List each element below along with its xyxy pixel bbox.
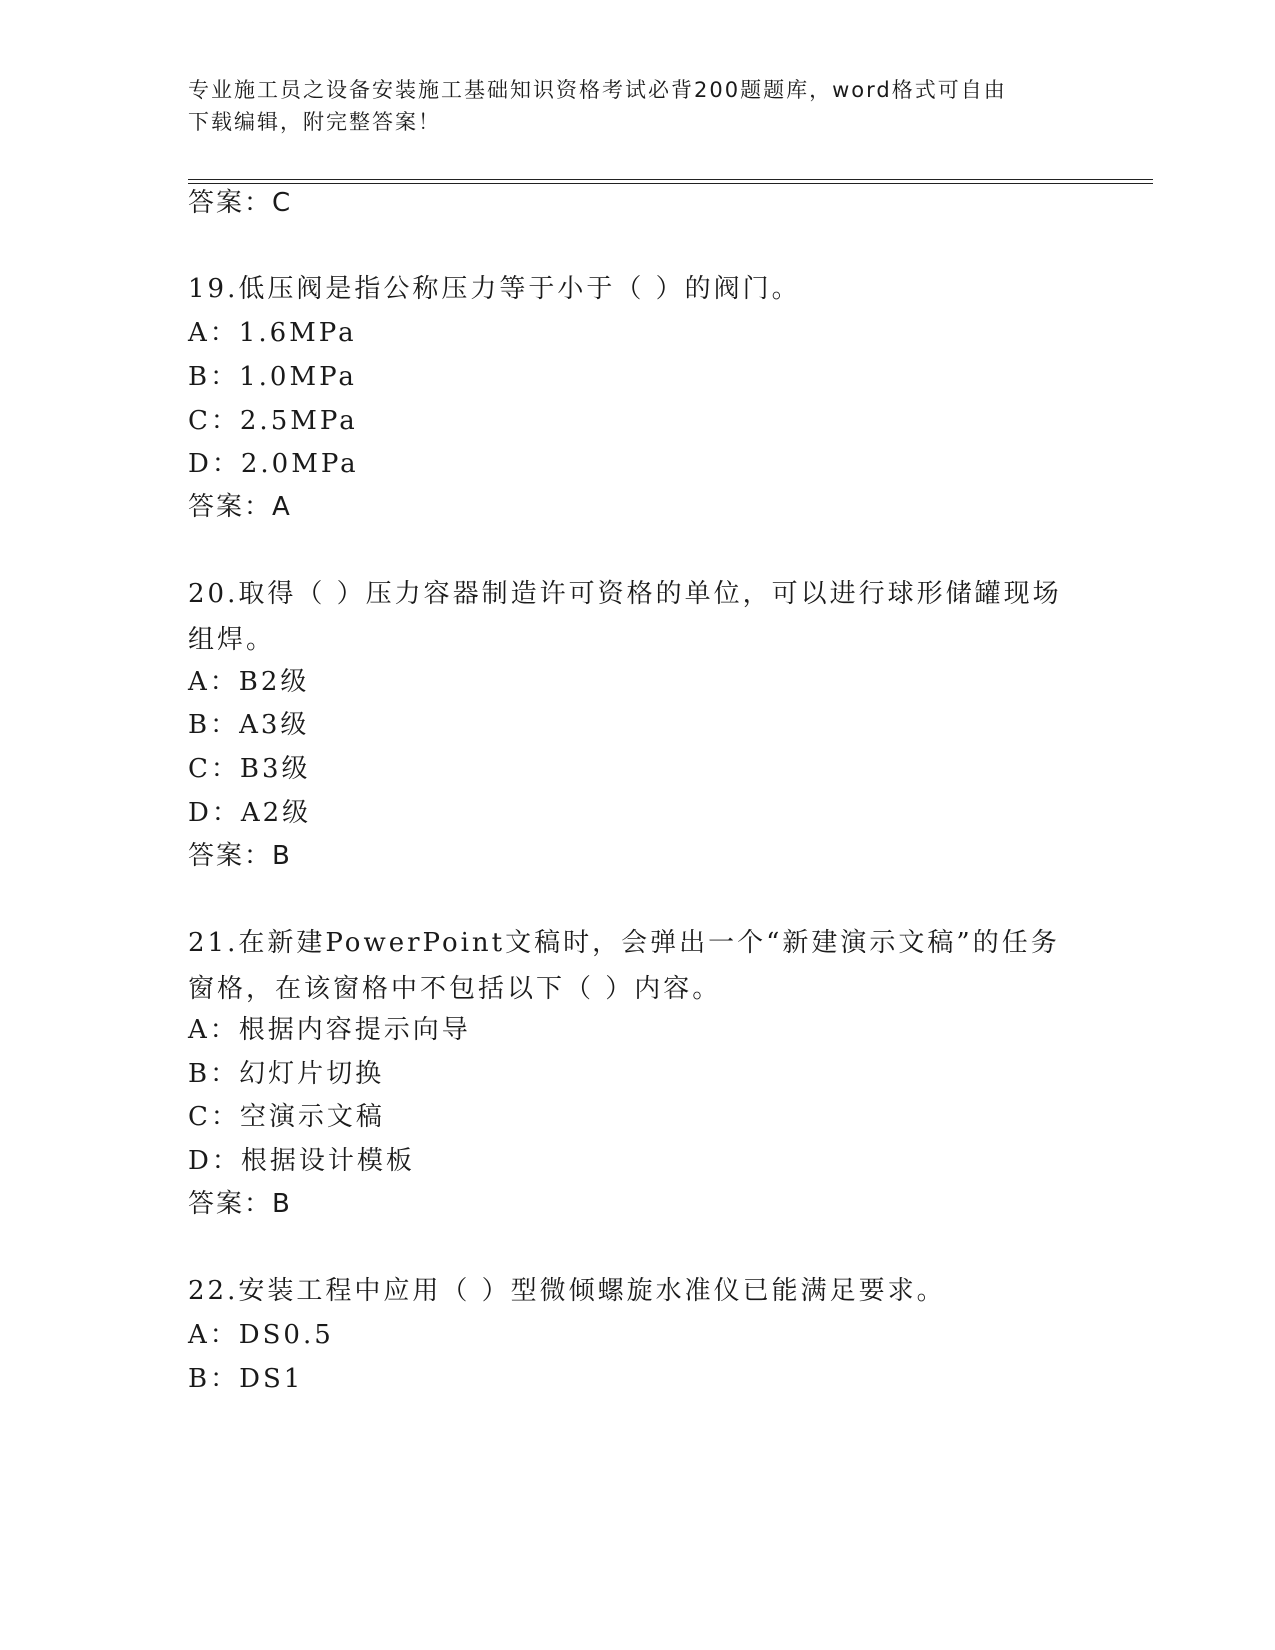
document-header: [188, 74, 1068, 138]
option-c: C：空演示文稿: [188, 1102, 385, 1132]
question-text: 20.取得（ ）压力容器制造许可资格的单位，可以进行球形储罐现场组焊。: [188, 579, 1062, 655]
answer-line: 答案：A: [188, 492, 292, 522]
option-a: A：DS0.5: [188, 1320, 334, 1350]
header-line-2: 下载编辑，附完整答案！: [188, 110, 441, 134]
option-d: D：A2级: [188, 798, 312, 828]
option-d: D：2.0MPa: [188, 449, 359, 479]
option-b: B：A3级: [188, 710, 310, 740]
option-a: A：B2级: [188, 667, 310, 697]
question-text: 22.安装工程中应用（ ）型微倾螺旋水准仪已能满足要求。: [188, 1276, 946, 1306]
option-b: B：幻灯片切换: [188, 1059, 385, 1089]
answer-line: 答案：B: [188, 1189, 292, 1219]
question-text: 19.低压阀是指公称压力等于小于（ ）的阀门。: [188, 274, 801, 304]
option-b: B：DS1: [188, 1364, 304, 1394]
option-d: D：根据设计模板: [188, 1146, 415, 1176]
header-divider-top: [188, 179, 1153, 180]
answer-line: 答案：B: [188, 841, 292, 871]
header-line-1: 专业施工员之设备安装施工基础知识资格考试必背200题题库，word格式可自由: [188, 78, 1007, 102]
option-c: C：B3级: [188, 754, 311, 784]
option-a: A：1.6MPa: [188, 318, 357, 348]
question-text: 21.在新建PowerPoint文稿时，会弹出一个“新建演示文稿”的任务窗格，在该窗格中不包括以下（ ）内容。: [188, 928, 1060, 1004]
header-divider-bottom: [188, 183, 1153, 184]
option-c: C：2.5MPa: [188, 406, 358, 436]
option-a: A：根据内容提示向导: [188, 1015, 471, 1045]
option-b: B：1.0MPa: [188, 362, 357, 392]
answer-line: 答案：C: [188, 188, 293, 218]
